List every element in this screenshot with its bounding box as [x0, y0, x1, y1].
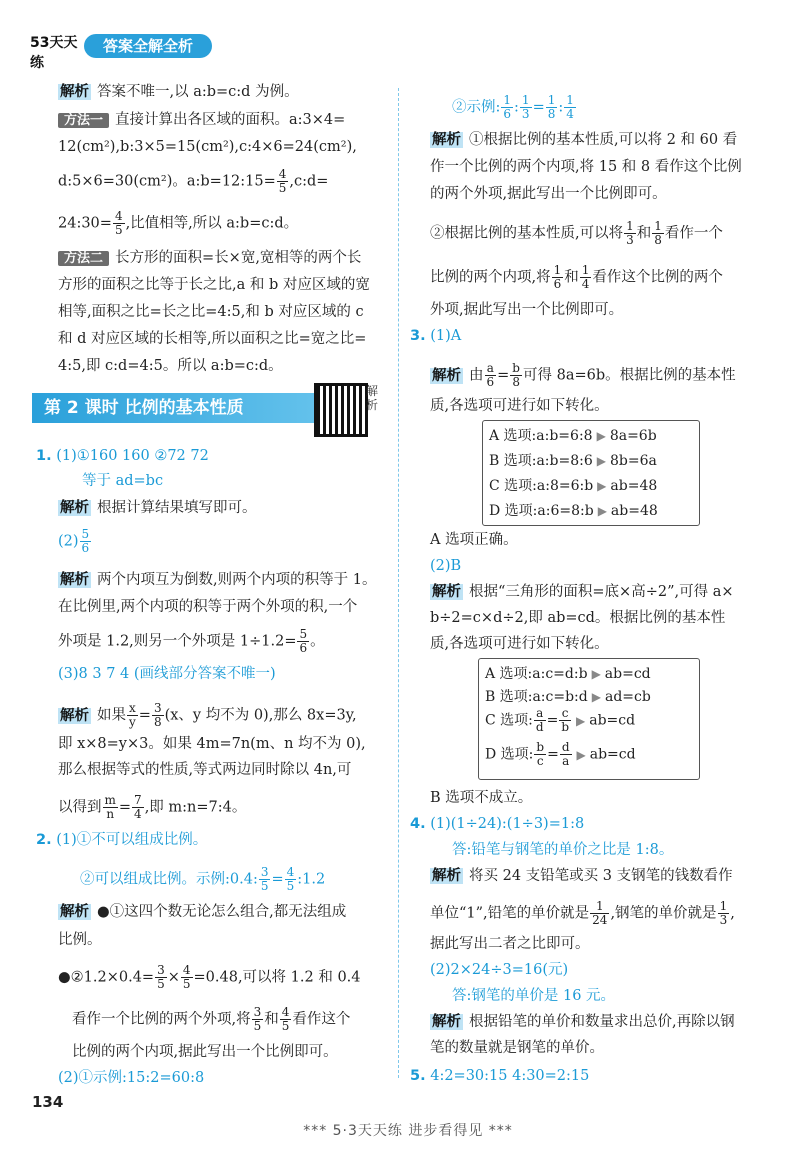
arrow-icon: ▶ — [597, 504, 607, 518]
answer-line: (2)2×24÷3=16(元) — [430, 962, 569, 978]
text-line: 以得到 $\frac{m}{n}$ = $\frac{7}{4}$ ,即 m:n=7:4。 — [58, 793, 247, 821]
text-line: 和 d 对应区域的长相等,所以面积之比=宽之比= — [58, 331, 367, 347]
arrow-icon: ▶ — [591, 667, 601, 681]
question-5: 5. 4:2=30:15 4:30=2:15 — [410, 1068, 590, 1084]
footer-slogan: *** 5·3天天练 进步看得见 *** — [303, 1123, 513, 1139]
text-line: 在比例里,两个内项的积等于两个外项的积,一个 — [58, 599, 358, 615]
text-line: 比例的两个内项,据此写出一个比例即可。 — [72, 1044, 338, 1060]
qr-code-icon[interactable] — [314, 383, 368, 437]
text-line: 相等,面积之比=长之比=4:5,和 b 对应区域的 c — [58, 304, 364, 320]
text-line: 4:5,即 c:d=4:5。所以 a:b=c:d。 — [58, 358, 283, 374]
question-1: 1. (1)①160 160 ②72 72 — [36, 448, 209, 464]
text-line: ●②1.2×0.4= $\frac{3}{5}$ × $\frac{4}{5}$ =0.48,可以将 1.2 和 0.4 — [58, 963, 361, 991]
method-one: 方法一 直接计算出各区域的面积。a:3×4= — [58, 110, 345, 131]
text-line: 即 x×8=y×3。如果 4m=7n(m、n 均不为 0), — [58, 736, 366, 752]
answer-line: ②可以组成比例。示例:0.4: $\frac{3}{5}$ = $\frac{4}{5}$ :1.2 — [80, 865, 326, 893]
page-number: 134 — [32, 1093, 64, 1111]
bulb-icon: ● — [97, 904, 110, 920]
conversion-box-1: A 选项:a:b=6:8 ▶ 8a=6b B 选项:a:b=8:6 ▶ 8b=6a C 选项:a:8=6:b ▶ ab=48 D 选项:a:6=8:b ▶ ab=48 — [482, 420, 700, 526]
answer-line: (2)B — [430, 558, 462, 574]
text-line: 外项是 1.2,则另一个外项是 1÷1.2= $\frac{5}{6}$ 。 — [58, 627, 325, 655]
text-line: 据此写出二者之比即可。 — [430, 936, 590, 952]
text-line: 外项,据此写出一个比例即可。 — [430, 302, 624, 318]
logo: 53天天练 — [30, 35, 78, 71]
analysis-line: 解析 由 $\frac{a}{6}$ = $\frac{b}{8}$ 可得 8a=6b。根据比例的基本性 — [432, 361, 736, 389]
bulb-icon: ● — [58, 969, 71, 986]
text-line: ②根据比例的基本性质,可以将 $\frac{1}{3}$ 和 $\frac{1}{8}$ 看作一个 — [430, 219, 723, 247]
question-4: 4. (1)(1÷24):(1÷3)=1:8 — [410, 816, 585, 832]
text-line: A 选项正确。 — [430, 532, 518, 548]
conversion-box-2: A 选项:a:c=d:b ▶ ab=cd B 选项:a:c=b:d ▶ ad=cb C 选项: $\frac{a}{d}$ = $\frac{c}{b}$ ▶ ab=cd D 选项: $\frac{b}{c}$ = $\frac{d}{a}$ ▶ ab=cd — [478, 658, 700, 780]
arrow-icon: ▶ — [597, 479, 607, 493]
text-line: d:5×6=30(cm²)。a:b=12:15= $\frac{4}{5}$ ,c:d= — [58, 167, 329, 195]
text-line: 单位“1”,铅笔的单价就是 $\frac{1}{24}$ ,钢笔的单价就是 $\frac{1}{3}$ , — [430, 899, 735, 927]
text-line: 方形的面积之比等于长之比,a 和 b 对应区域的宽 — [58, 277, 370, 293]
analysis-line: 解析 根据“三角形的面积=底×高÷2”,可得 a× — [432, 584, 734, 600]
answer-line: (2) $\frac{5}{6}$ — [58, 527, 90, 555]
answer-line: 答:钢笔的单价是 16 元。 — [452, 988, 616, 1004]
text-line: 质,各选项可进行如下转化。 — [430, 398, 609, 414]
analysis-line: 解析 根据铅笔的单价和数量求出总价,再除以钢 — [432, 1014, 735, 1030]
section-title: 第 2 课时 比例的基本性质 — [32, 393, 319, 423]
analysis-line: 解析 将买 24 支铅笔或买 3 支钢笔的钱数看作 — [432, 868, 733, 884]
answer-line: (3)8 3 7 4 (画线部分答案不唯一) — [58, 666, 276, 682]
text-line: 质,各选项可进行如下转化。 — [430, 636, 609, 652]
text-line: b÷2=c×d÷2,即 ab=cd。根据比例的基本性 — [430, 610, 726, 626]
answer-line: (2)①示例:15:2=60:8 — [58, 1070, 205, 1086]
qr-label: 解析 — [366, 384, 379, 412]
text-line: 笔的数量就是钢笔的单价。 — [430, 1040, 604, 1056]
question-2: 2. (1)①不可以组成比例。 — [36, 832, 208, 848]
question-3: 3. (1)A — [410, 328, 462, 344]
text-line: 作一个比例的两个内项,将 15 和 8 看作这个比例 — [430, 159, 742, 175]
text-line: 比例。 — [58, 932, 102, 948]
analysis-line: 解析 ●①这四个数无论怎么组合,都无法组成 — [60, 904, 347, 920]
arrow-icon: ▶ — [596, 454, 606, 468]
text-line: B 选项不成立。 — [430, 790, 533, 806]
arrow-icon: ▶ — [576, 747, 586, 762]
answer-line: 等于 ad=bc — [82, 473, 164, 489]
analysis-line: 解析 ①根据比例的基本性质,可以将 2 和 60 看 — [432, 132, 738, 148]
arrow-icon: ▶ — [596, 429, 606, 443]
header-pill: 答案全解全析 — [84, 34, 212, 58]
text-line: 12(cm²),b:3×5=15(cm²),c:4×6=24(cm²), — [58, 139, 357, 155]
text-line: 比例的两个内项,将 $\frac{1}{6}$ 和 $\frac{1}{4}$ 看作这个比例的两个 — [430, 263, 723, 291]
analysis-line: 解析 两个内项互为倒数,则两个内项的积等于 1。 — [60, 572, 377, 588]
text-line: 的两个外项,据此写出一个比例即可。 — [430, 186, 667, 202]
method-two: 方法二 长方形的面积=长×宽,宽相等的两个长 — [58, 248, 361, 269]
answer-line: 答:铅笔与钢笔的单价之比是 1:8。 — [452, 842, 674, 858]
analysis-line: 解析 根据计算结果填写即可。 — [60, 500, 257, 516]
text-line: 24:30= $\frac{4}{5}$ ,比值相等,所以 a:b=c:d。 — [58, 209, 299, 237]
arrow-icon: ▶ — [591, 690, 601, 704]
column-divider — [398, 88, 399, 1078]
analysis-line: 解析 答案不唯一,以 a:b=c:d 为例。 — [60, 84, 299, 100]
analysis-line: 解析 如果 $\frac{x}{y}$ = $\frac{3}{8}$ (x、y 均不为 0),那么 8x=3y, — [60, 701, 357, 729]
answer-line: ②示例: $\frac{1}{6}$ : $\frac{1}{3}$ = $\frac{1}{8}$ : $\frac{1}{4}$ — [452, 93, 574, 121]
arrow-icon: ▶ — [576, 713, 586, 728]
text-line: 那么根据等式的性质,等式两边同时除以 4n,可 — [58, 762, 352, 778]
text-line: 看作一个比例的两个外项,将 $\frac{3}{5}$ 和 $\frac{4}{5}$ 看作这个 — [72, 1005, 351, 1033]
